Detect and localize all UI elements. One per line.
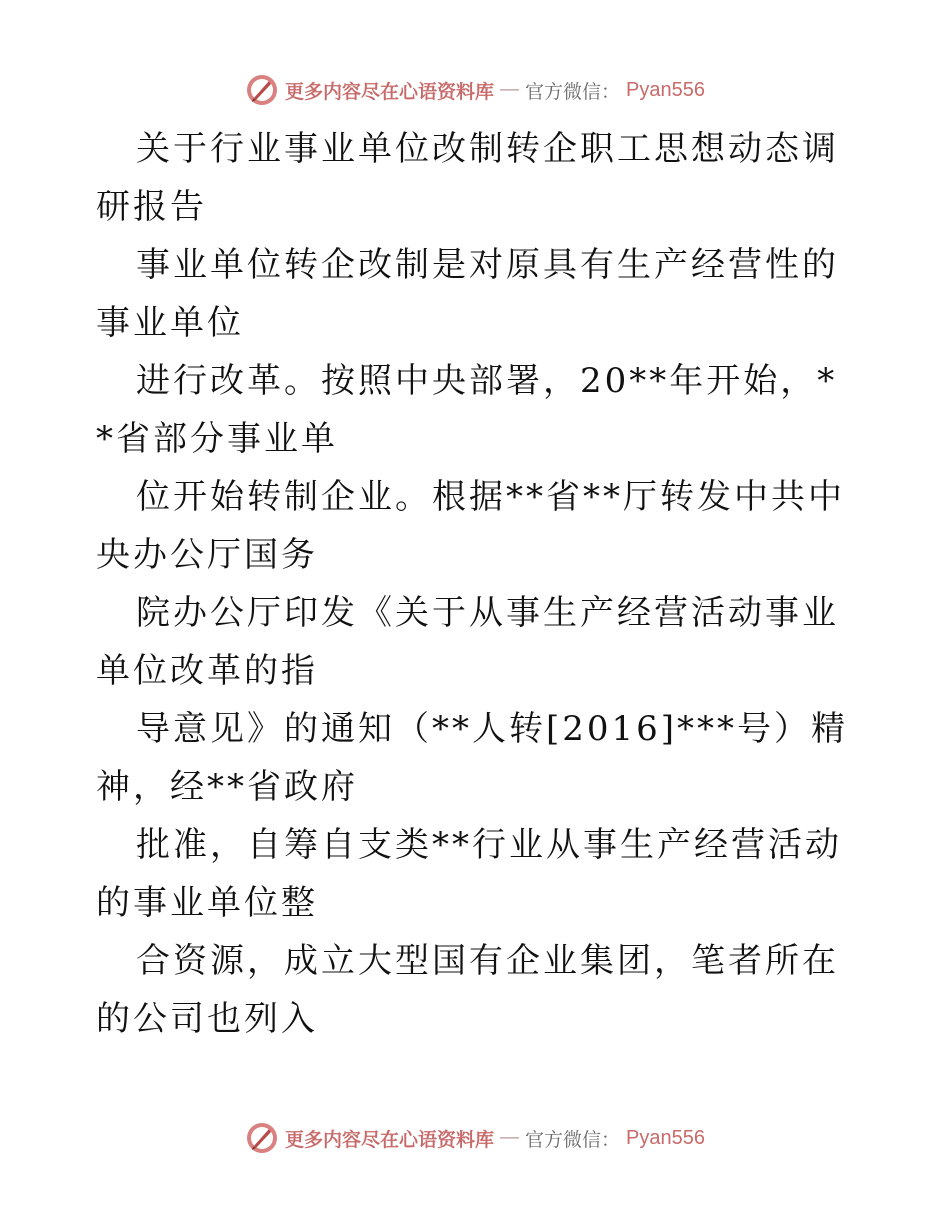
watermark-separator: —	[500, 1127, 520, 1148]
watermark-account: Pyan556	[626, 1126, 705, 1149]
watermark-separator: —	[500, 79, 520, 100]
watermark-brand: 更多内容尽在心语资料库	[285, 80, 495, 103]
watermark-brand: 更多内容尽在心语资料库	[285, 1128, 495, 1151]
quill-logo-icon	[245, 1121, 279, 1155]
footer-watermark	[0, 1118, 950, 1158]
paragraph: 位开始转制企业。根据**省**厅转发中共中央办公厅国务	[96, 477, 845, 575]
paragraph: 合资源，成立大型国有企业集团，笔者所在的公司也列入	[96, 941, 839, 1039]
paragraph: 关于行业事业单位改制转企职工思想动态调研报告	[96, 129, 839, 227]
watermark-account: Pyan556	[626, 78, 705, 101]
paragraph: 事业单位转企改制是对原具有生产经营性的事业单位	[96, 245, 839, 343]
paragraph: 院办公厅印发《关于从事生产经营活动事业单位改革的指	[96, 593, 839, 691]
quill-logo-icon	[245, 73, 279, 107]
header-watermark	[0, 70, 950, 110]
watermark-contact-label: 官方微信：	[525, 1128, 621, 1151]
paragraph: 导意见》的通知（**人转[2016]***号）精神，经**省政府	[96, 709, 849, 807]
watermark-contact-label: 官方微信：	[525, 80, 621, 103]
paragraph: 批准，自筹自支类**行业从事生产经营活动的事业单位整	[96, 825, 842, 923]
paragraph: 进行改革。按照中央部署，20**年开始，**省部分事业单	[96, 361, 838, 459]
document-body	[96, 120, 856, 1048]
